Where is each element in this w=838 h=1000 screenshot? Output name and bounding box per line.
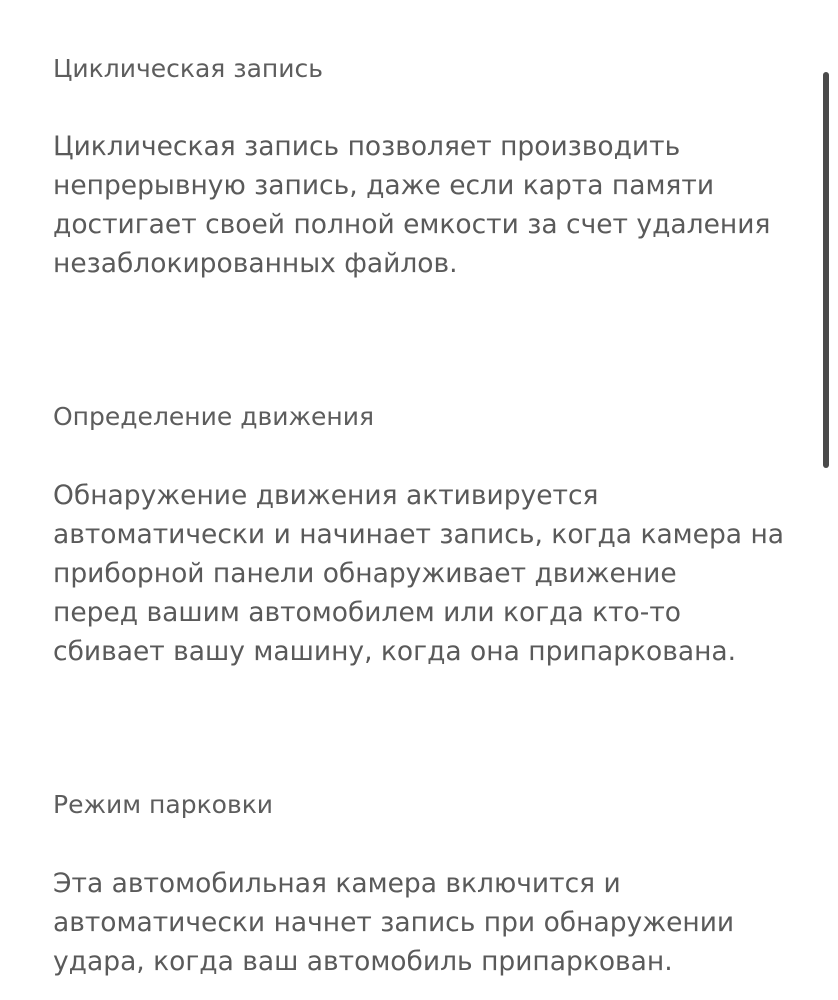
text-line: Эта автомобильная камера включится и bbox=[53, 868, 621, 899]
section-title-loop-recording: Циклическая запись bbox=[53, 54, 323, 83]
text-line: достигает своей полной емкости за счет удаления bbox=[53, 209, 771, 240]
vertical-scrollbar[interactable] bbox=[823, 72, 829, 468]
section-text-loop-recording bbox=[53, 127, 770, 283]
text-line: удара, когда ваш автомобиль припаркован. bbox=[53, 946, 673, 977]
text-line: автоматически и начинает запись, когда камера на bbox=[53, 519, 785, 550]
text-line: незаблокированных файлов. bbox=[53, 248, 458, 279]
text-line: автоматически начнет запись при обнаружении bbox=[53, 907, 735, 938]
text-line: непрерывную запись, даже если карта памяти bbox=[53, 170, 715, 201]
text-line: приборной панели обнаруживает движение bbox=[53, 558, 677, 589]
section-title-parking-mode: Режим парковки bbox=[53, 790, 274, 819]
text-line: Циклическая запись позволяет производить bbox=[53, 131, 681, 162]
text-line: Обнаружение движения активируется bbox=[53, 480, 599, 511]
section-text-motion-detection bbox=[53, 476, 784, 671]
section-title-motion-detection: Определение движения bbox=[53, 402, 375, 431]
text-line: перед вашим автомобилем или когда кто-то bbox=[53, 597, 681, 628]
section-text-parking-mode bbox=[53, 864, 734, 981]
text-line: сбивает вашу машину, когда она припаркована. bbox=[53, 636, 737, 667]
